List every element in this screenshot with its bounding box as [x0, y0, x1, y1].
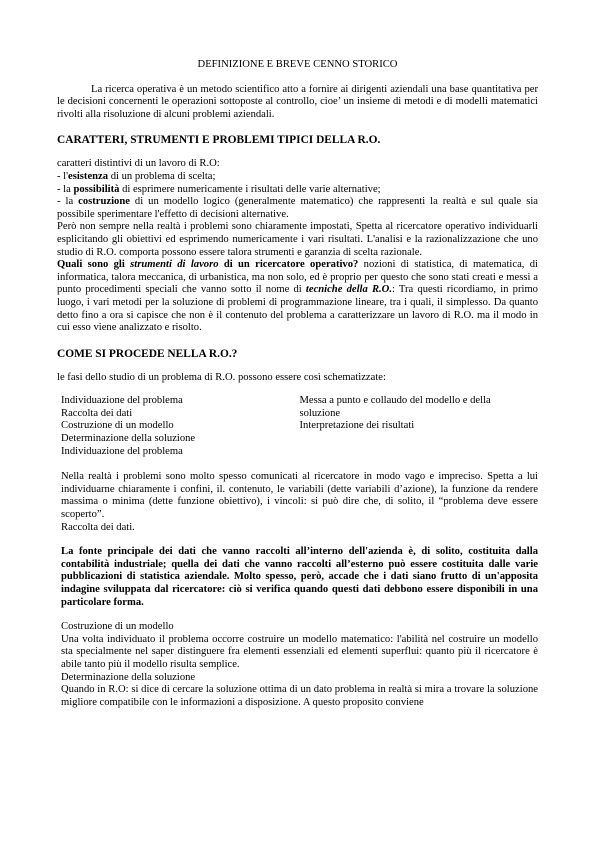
phase-item: Individuazione del problema	[61, 445, 183, 457]
document-title: DEFINIZIONE E BREVE CENNO STORICO	[197, 59, 398, 70]
bullet-prefix: - la	[57, 196, 79, 208]
phase-item: Costruzione di un modello	[61, 420, 174, 432]
phase-item: Raccolta dei dati	[61, 407, 133, 419]
question-emphasis: strumenti di lavoro	[130, 259, 219, 271]
raccolta-heading: Raccolta dei dati.	[61, 521, 135, 533]
answer-text: nozioni di statistica, di matematica, di informatica, talora meccanica, di urbanistica, ma non solo, ed è proprio per questo che sono stati creati e messi a punto procedimenti speciali che vanno sotto il nome di	[57, 259, 539, 296]
costruzione-heading: Costruzione di un modello	[61, 621, 174, 633]
bullet-costruzione	[57, 196, 538, 221]
determinazione-paragraph: Quando in R.O: si dice di cercare la soluzione ottima di un dato problema in realtà si mira a trovare la soluzione migliore compatibile con le informazioni a disposizione. A questo proposito conviene	[61, 684, 538, 708]
phases-columns	[57, 395, 538, 458]
section-heading-procede: COME SI PROCEDE NELLA R.O.?	[57, 347, 238, 360]
bullet-prefix: - la	[57, 183, 74, 195]
realta-paragraph: Nella realtà i problemi sono molto spesso comunicati al ricercatore in modo vago e impreciso. Spetta a lui individuarne chiaramente i confini, il. contenuto, le variabili (dette variabili d’azione), la funzione da rendere massima o minima (dette funzione obiettivo), i vincoli: si può dire che, di solito, il “problema deve essere scoperto”.	[61, 471, 538, 521]
question-text: di un ricercatore operativo?	[218, 259, 359, 271]
pero-paragraph: Però non sempre nella realtà i problemi sono chiaramente impostati, Spetta al ricercatore operativo individuarli esplicitando gli obiettivi ed esprimendo numericamente i vari risultati. L'analisi e la razionalizzazione che uno studio di R.O. comporta possono essere talora strumenti e garanzia di scelta razionale.	[57, 221, 538, 258]
document-page	[57, 59, 538, 709]
strumenti-paragraph	[57, 259, 538, 335]
bold-term: esistenza	[68, 170, 109, 182]
fonte-bold-paragraph	[61, 546, 538, 609]
phase-item: Interpretazione dei risultati	[299, 420, 415, 432]
section-heading-caratteri: CARATTERI, STRUMENTI E PROBLEMI TIPICI DELLA R.O.	[57, 134, 381, 147]
phases-left-column	[61, 395, 300, 458]
tecniche-emphasis: tecniche della R.O.	[305, 284, 392, 296]
bullet-esistenza	[57, 171, 538, 184]
phase-item: Determinazione della soluzione	[61, 433, 196, 445]
phases-right-column	[300, 395, 539, 458]
bullet-text: di un problema di scelta;	[108, 170, 216, 182]
question-text: Quali sono gli	[57, 259, 131, 271]
costruzione-paragraph: Una volta individuato il problema occorre costruire un modello matematico: l'abilità nel costruire un modello sta specialmente nel saper distinguere fra elementi essenziali ed elementi superflui: quanto più il ricercatore è abile tanto più il modello risulta semplice.	[61, 633, 538, 670]
fasi-lead: le fasi dello studio di un problema di R.O. possono essere così schematizzate:	[57, 371, 386, 383]
bold-term: possibilità	[73, 183, 120, 195]
bullet-text: di esprimere numericamente i risultati delle varie alternative;	[119, 183, 381, 195]
phases-detail	[57, 471, 538, 709]
bullet-possibilita	[57, 184, 538, 197]
answer-text: : Tra questi ricordiamo, in primo luogo, i vari metodi per la soluzione di problemi di programmazione lineare, tra i quali, il simplesso. Da quanto detto fino a ora si capisce che non è il contenuto del problema a caratterizzare un lavoro di R.O. ma il modo in cui esso viene analizzato e risolto.	[57, 284, 538, 334]
caratteri-lead: caratteri distintivi di un lavoro di R.O:	[57, 158, 220, 170]
bold-term: costruzione	[78, 196, 130, 208]
phase-item: Individuazione del problema	[61, 395, 183, 407]
determinazione-heading: Determinazione della soluzione	[61, 671, 196, 683]
phase-item: Messa a punto e collaudo del modello e della soluzione	[299, 395, 491, 419]
bullet-prefix: - l'	[57, 170, 69, 182]
bold-text: La fonte principale dei dati che vanno raccolti all’interno dell'azienda è, di solito, costituita dalla contabilità industriale; quella dei dati che vanno raccolti all’esterno può essere costituita dalle varie pubblicazioni di statistica aziendale. Molto spesso, però, accade che i dati siano frutto di un'apposita indagine sviluppata dal ricercatore: ciò si verifica quando questi dati debbono essere disponibili in una particolare forma.	[61, 546, 538, 608]
intro-paragraph: La ricerca operativa è un metodo scientifico atto a fornire ai dirigenti aziendali una base quantitativa per le decisioni concernenti le operazioni sottoposte al controllo, cioe’ un insieme di metodi e di modelli matematici rivolti alla risoluzione di alcuni problemi aziendali.	[57, 83, 538, 120]
bullet-text: di un modello logico (generalmente matematico) che rappresenti la realtà e sul quale sia possibile sperimentare l'effetto di decisioni alternative.	[57, 196, 538, 220]
